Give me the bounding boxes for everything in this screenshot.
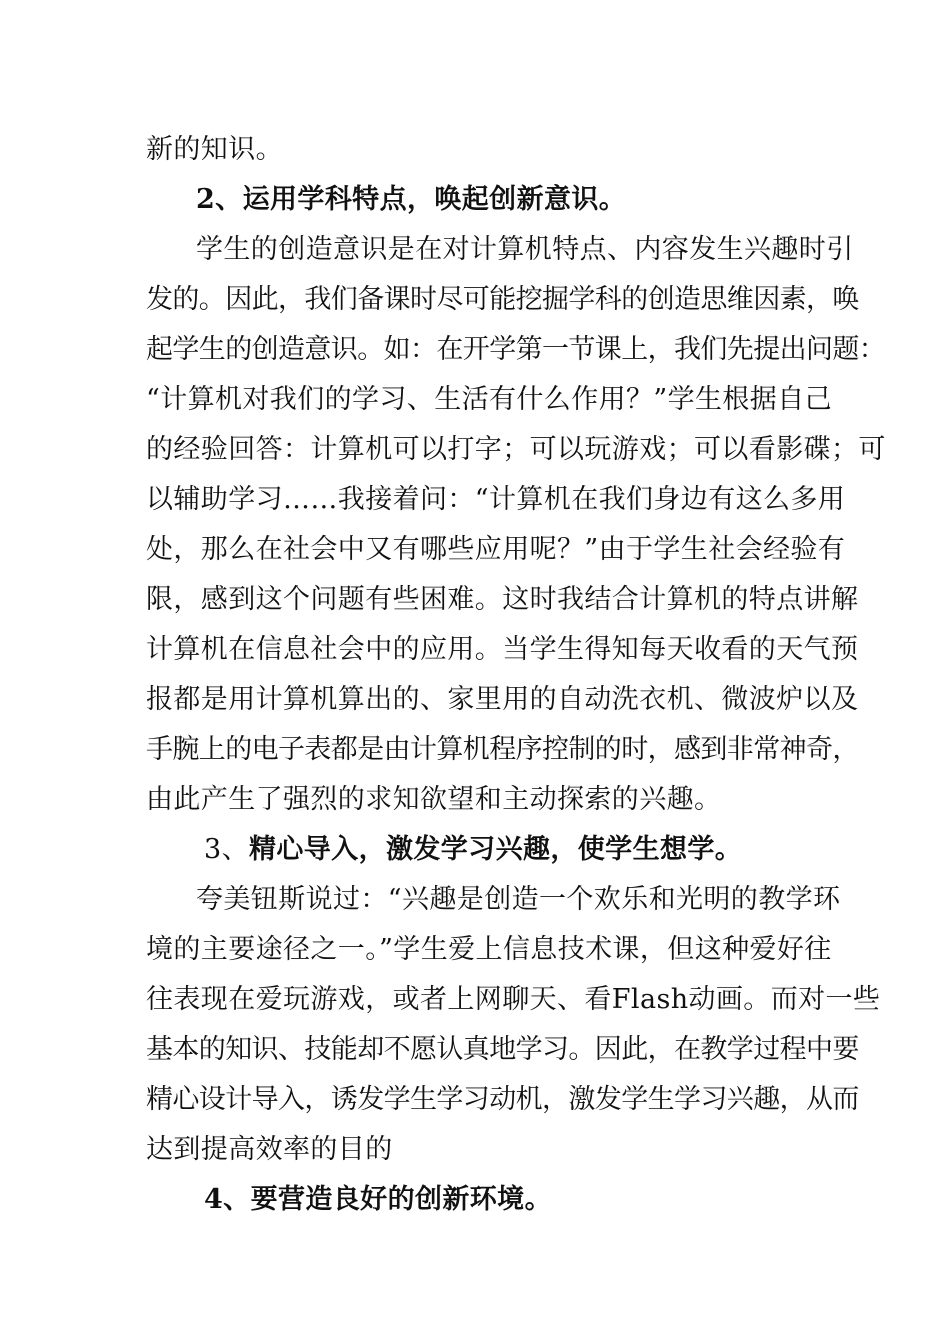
paragraph-line: 夸美钮斯说过：“兴趣是创造一个欢乐和光明的教学环 <box>196 884 841 915</box>
paragraph-line: 手腕上的电子表都是由计算机程序控制的时，感到非常神奇， <box>146 734 859 765</box>
paragraph-line: 限，感到这个问题有些困难。这时我结合计算机的特点讲解 <box>146 584 859 615</box>
section-heading: 4、要营造良好的创新环境。 <box>204 1184 552 1215</box>
paragraph-line: 发的。因此，我们备课时尽可能挖掘学科的创造思维因素，唤 <box>146 284 859 315</box>
section-title: 精心导入，激发学习兴趣，使学生想学。 <box>248 834 743 865</box>
paragraph-line: 以辅助学习……我接着问：“计算机在我们身边有这么多用 <box>146 484 846 515</box>
section-heading <box>204 834 742 866</box>
paragraph-line: 往表现在爱玩游戏，或者上网聊天、看Flash动画。而对一些 <box>146 984 881 1015</box>
paragraph-line: 计算机在信息社会中的应用。当学生得知每天收看的天气预 <box>146 634 859 665</box>
paragraph-line: 报都是用计算机算出的、家里用的自动洗衣机、微波炉以及 <box>146 684 859 715</box>
paragraph-line: 新的知识。 <box>146 134 283 165</box>
paragraph-line: 学生的创造意识是在对计算机特点、内容发生兴趣时引 <box>196 234 854 265</box>
paragraph-line: 由此产生了强烈的求知欲望和主动探索的兴趣。 <box>146 784 722 815</box>
paragraph-line: 境的主要途径之一。”学生爱上信息技术课，但这种爱好往 <box>146 934 832 965</box>
paragraph-line: 基本的知识、技能却不愿认真地学习。因此，在教学过程中要 <box>146 1034 859 1065</box>
section-number: 3、 <box>204 834 249 865</box>
paragraph-line: 达到提高效率的目的 <box>146 1134 393 1165</box>
paragraph-line: “计算机对我们的学习、生活有什么作用？”学生根据自己 <box>146 384 833 415</box>
paragraph-line: 起学生的创造意识。如：在开学第一节课上，我们先提出问题： <box>146 334 886 365</box>
paragraph-line: 处，那么在社会中又有哪些应用呢？”由于学生社会经验有 <box>146 534 846 565</box>
paragraph-line: 的经验回答：计算机可以打字；可以玩游戏；可以看影碟；可 <box>146 434 886 465</box>
paragraph-line: 精心设计导入，诱发学生学习动机，激发学生学习兴趣，从而 <box>146 1084 859 1115</box>
section-heading: 2、运用学科特点，唤起创新意识。 <box>196 184 627 215</box>
